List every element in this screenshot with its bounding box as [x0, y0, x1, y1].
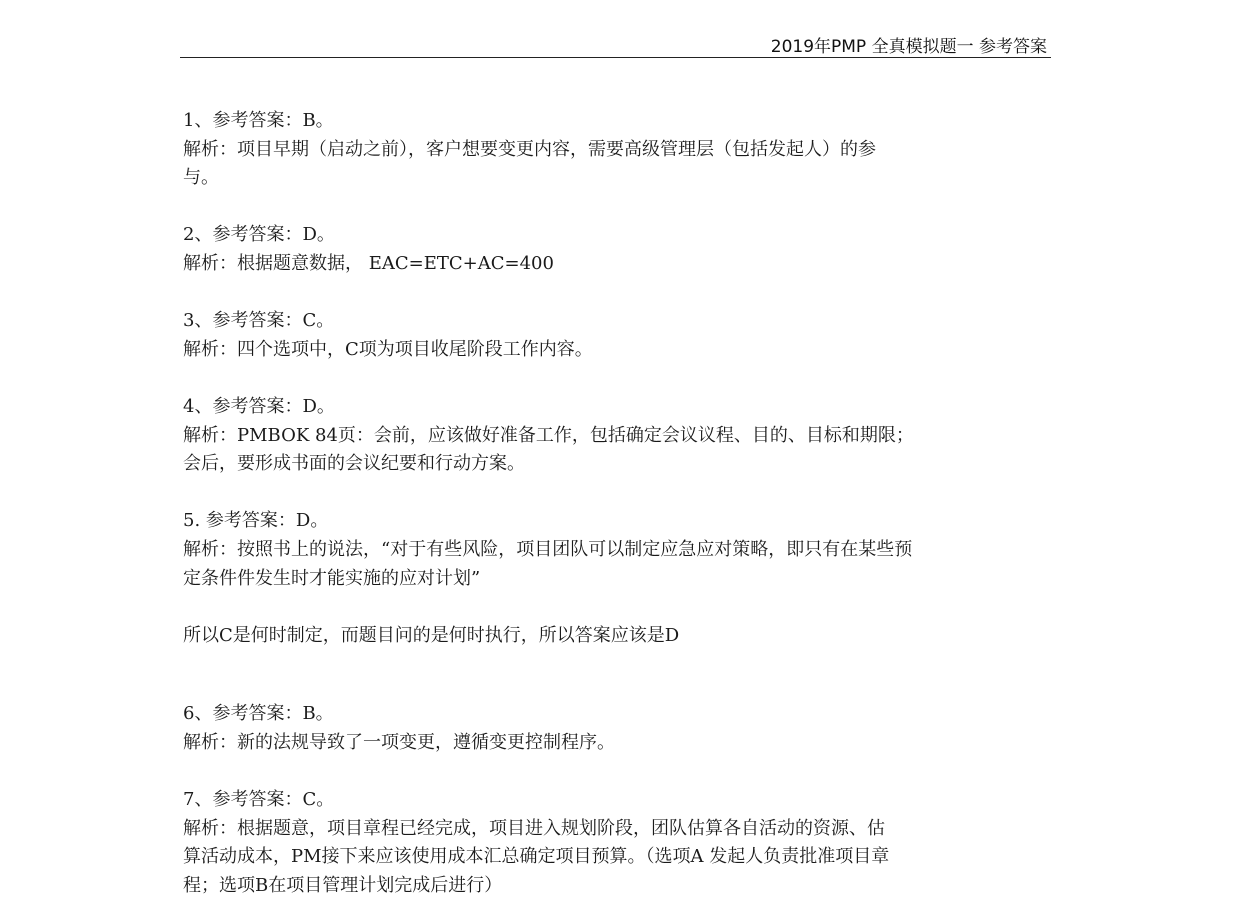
- answer-item-3: [183, 307, 1083, 364]
- answer-item-4: [183, 393, 1083, 479]
- analysis-line: 解析：项目早期（启动之前），客户想要变更内容，需要高级管理层（包括发起人）的参: [183, 138, 876, 160]
- answer-line: 4、参考答案：D。: [183, 395, 335, 417]
- answer-line: 2、参考答案：D。: [183, 224, 335, 246]
- answer-item-1: [183, 107, 1083, 193]
- answer-line: 6、参考答案：B。: [183, 703, 334, 725]
- analysis-line: 解析：四个选项中，C项为项目收尾阶段工作内容。: [183, 338, 593, 360]
- answer-item-6: [183, 700, 1083, 757]
- analysis-line: 解析：根据题意，项目章程已经完成，项目进入规划阶段，团队估算各自活动的资源、估: [183, 817, 885, 839]
- analysis-line: 算活动成本，PM接下来应该使用成本汇总确定项目预算。（选项A 发起人负责批准项目章: [183, 846, 890, 868]
- answer-line: 3、参考答案：C。: [183, 310, 335, 332]
- analysis-line: 程；选项B在项目管理计划完成后进行）: [183, 874, 503, 896]
- answer-item-7: [183, 786, 1083, 900]
- answer-list: [183, 107, 1083, 900]
- analysis-line: 解析：新的法规导致了一项变更，遵循变更控制程序。: [183, 731, 615, 753]
- analysis-line: 解析：PMBOK 84页：会前，应该做好准备工作，包括确定会议议程、目的、目标和期限；: [183, 424, 914, 446]
- page-title: 2019年PMP 全真模拟题一 参考答案: [770, 37, 1047, 57]
- answer-line: 7、参考答案：C。: [183, 789, 335, 811]
- page-header: [180, 30, 1051, 58]
- analysis-line: 与。: [183, 167, 219, 189]
- answer-item-2: [183, 221, 1083, 278]
- analysis-note: 所以C是何时制定，而题目问的是何时执行，所以答案应该是D: [183, 624, 680, 646]
- answer-line: 1、参考答案：B。: [183, 110, 334, 131]
- answer-item-5: [183, 507, 1083, 650]
- analysis-line: 定条件件发生时才能实施的应对计划”: [183, 567, 481, 589]
- answer-line: 5. 参考答案：D。: [183, 510, 329, 532]
- analysis-line: 解析：根据题意数据， EAC=ETC+AC=400: [183, 252, 554, 274]
- analysis-line: 解析：按照书上的说法，“对于有些风险，项目团队可以制定应急应对策略，即只有在某些预: [183, 538, 913, 560]
- analysis-line: 会后，要形成书面的会议纪要和行动方案。: [183, 453, 525, 475]
